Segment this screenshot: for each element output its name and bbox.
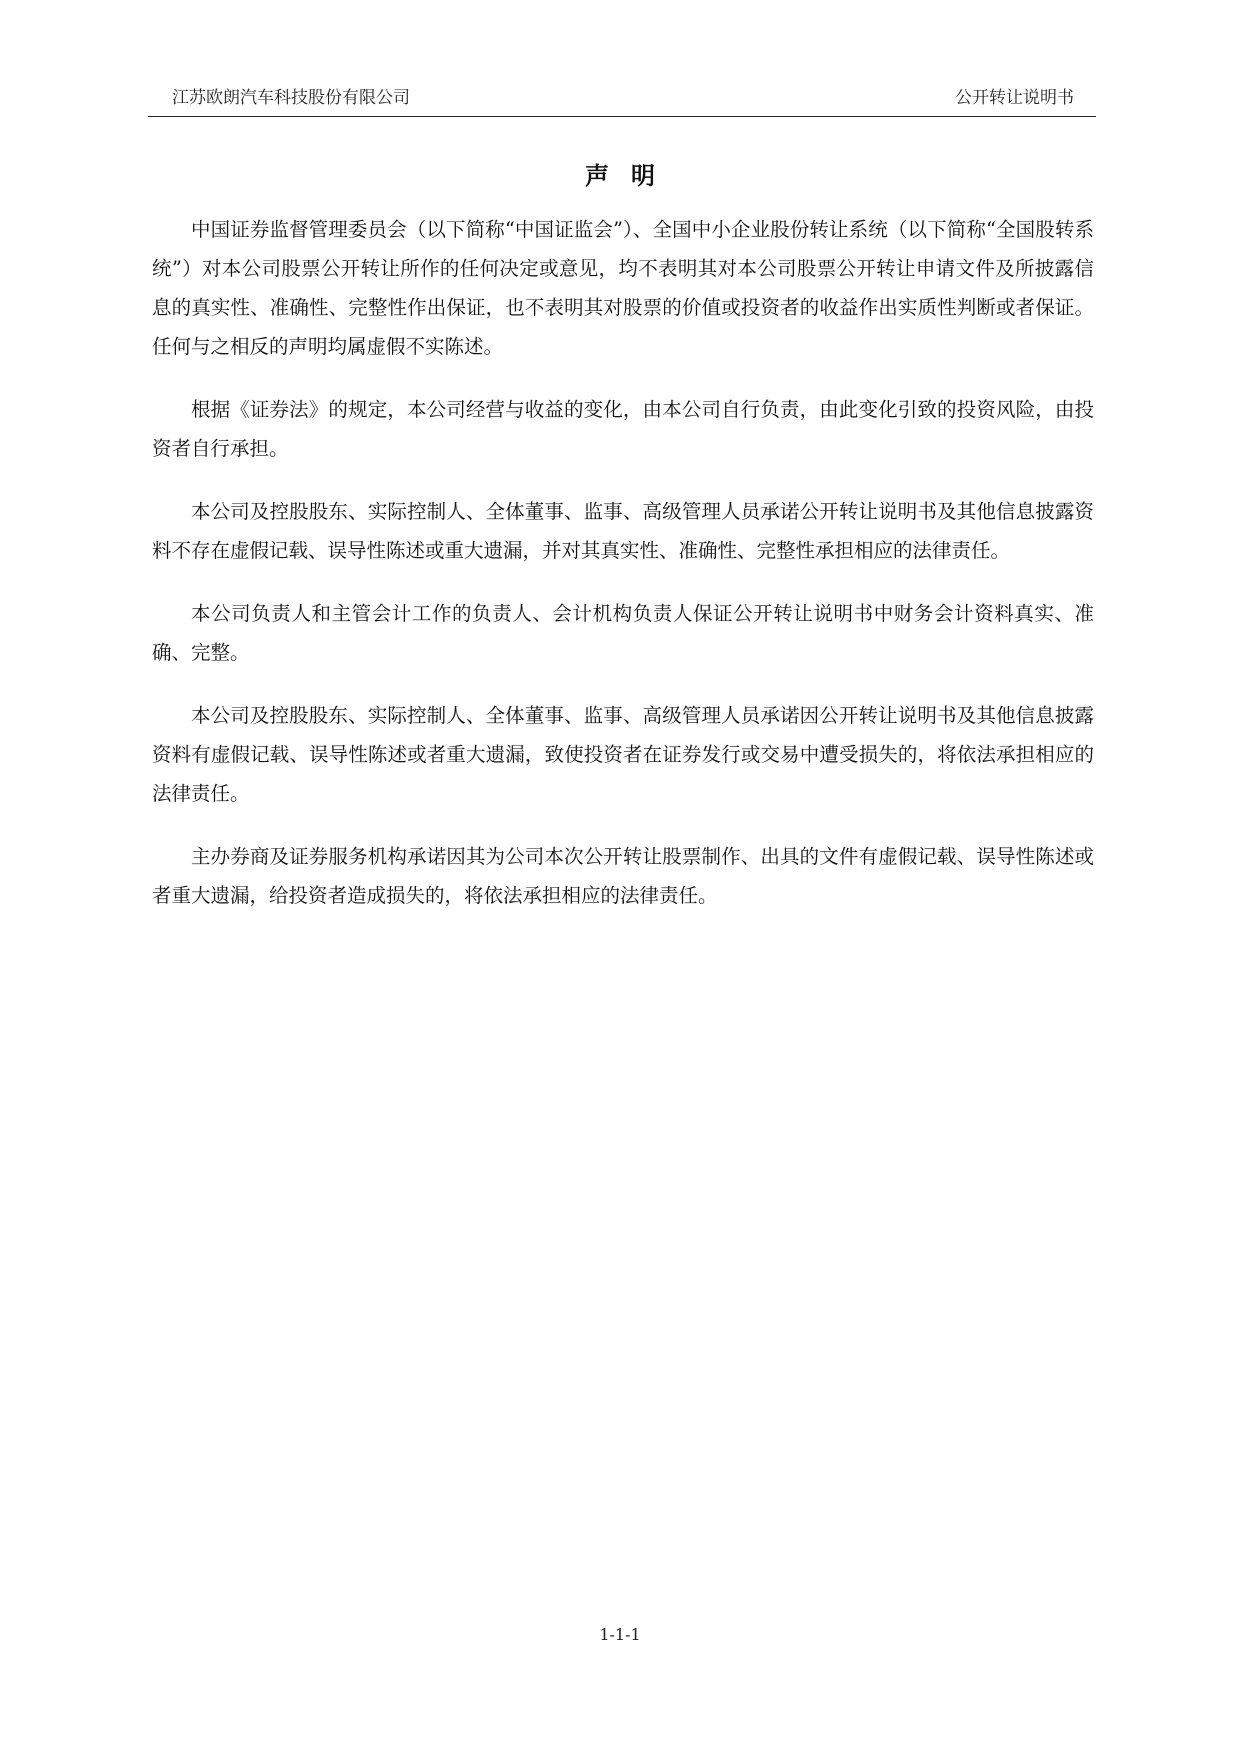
paragraph-csrc-disclaimer: 中国证券监督管理委员会（以下简称“中国证监会”）、全国中小企业股份转让系统（以下简称“全国股转系统”）对本公司股票公开转让所作的任何决定或意见，均不表明其对本公司股票公开转让申请文件及所披露信息的真实性、准确性、完整性作出保证，也不表明其对股票的价值或投资者的收益作出实质性判断或者保证。任何与之相反的声明均属虚假不实陈述。 [152, 218, 1094, 358]
page-header [148, 86, 1096, 117]
paragraph-liability-commitment: 本公司及控股股东、实际控制人、全体董事、监事、高级管理人员承诺因公开转让说明书及其他信息披露资料有虚假记载、误导性陈述或者重大遗漏，致使投资者在证券发行或交易中遭受损失的，将依法承担相应的法律责任。 [152, 704, 1094, 805]
page-number: 1-1-1 [599, 1625, 641, 1644]
header-document-type: 公开转让说明书 [955, 88, 1074, 108]
paragraph-broker-commitment: 主办券商及证券服务机构承诺因其为公司本次公开转让股票制作、出具的文件有虚假记载、误导性陈述或者重大遗漏，给投资者造成损失的，将依法承担相应的法律责任。 [152, 845, 1094, 907]
page-title: 声明 [585, 161, 677, 190]
declaration-body [152, 210, 1094, 939]
header-company-name: 江苏欧朗汽车科技股份有限公司 [172, 88, 410, 108]
paragraph-disclosure-commitment: 本公司及控股股东、实际控制人、全体董事、监事、高级管理人员承诺公开转让说明书及其他信息披露资料不存在虚假记载、误导性陈述或重大遗漏，并对其真实性、准确性、完整性承担相应的法律责任。 [152, 500, 1094, 562]
paragraph-investment-risk: 根据《证券法》的规定，本公司经营与收益的变化，由本公司自行负责，由此变化引致的投资风险，由投资者自行承担。 [152, 398, 1094, 460]
paragraph-financial-accuracy: 本公司负责人和主管会计工作的负责人、会计机构负责人保证公开转让说明书中财务会计资料真实、准确、完整。 [152, 602, 1094, 664]
